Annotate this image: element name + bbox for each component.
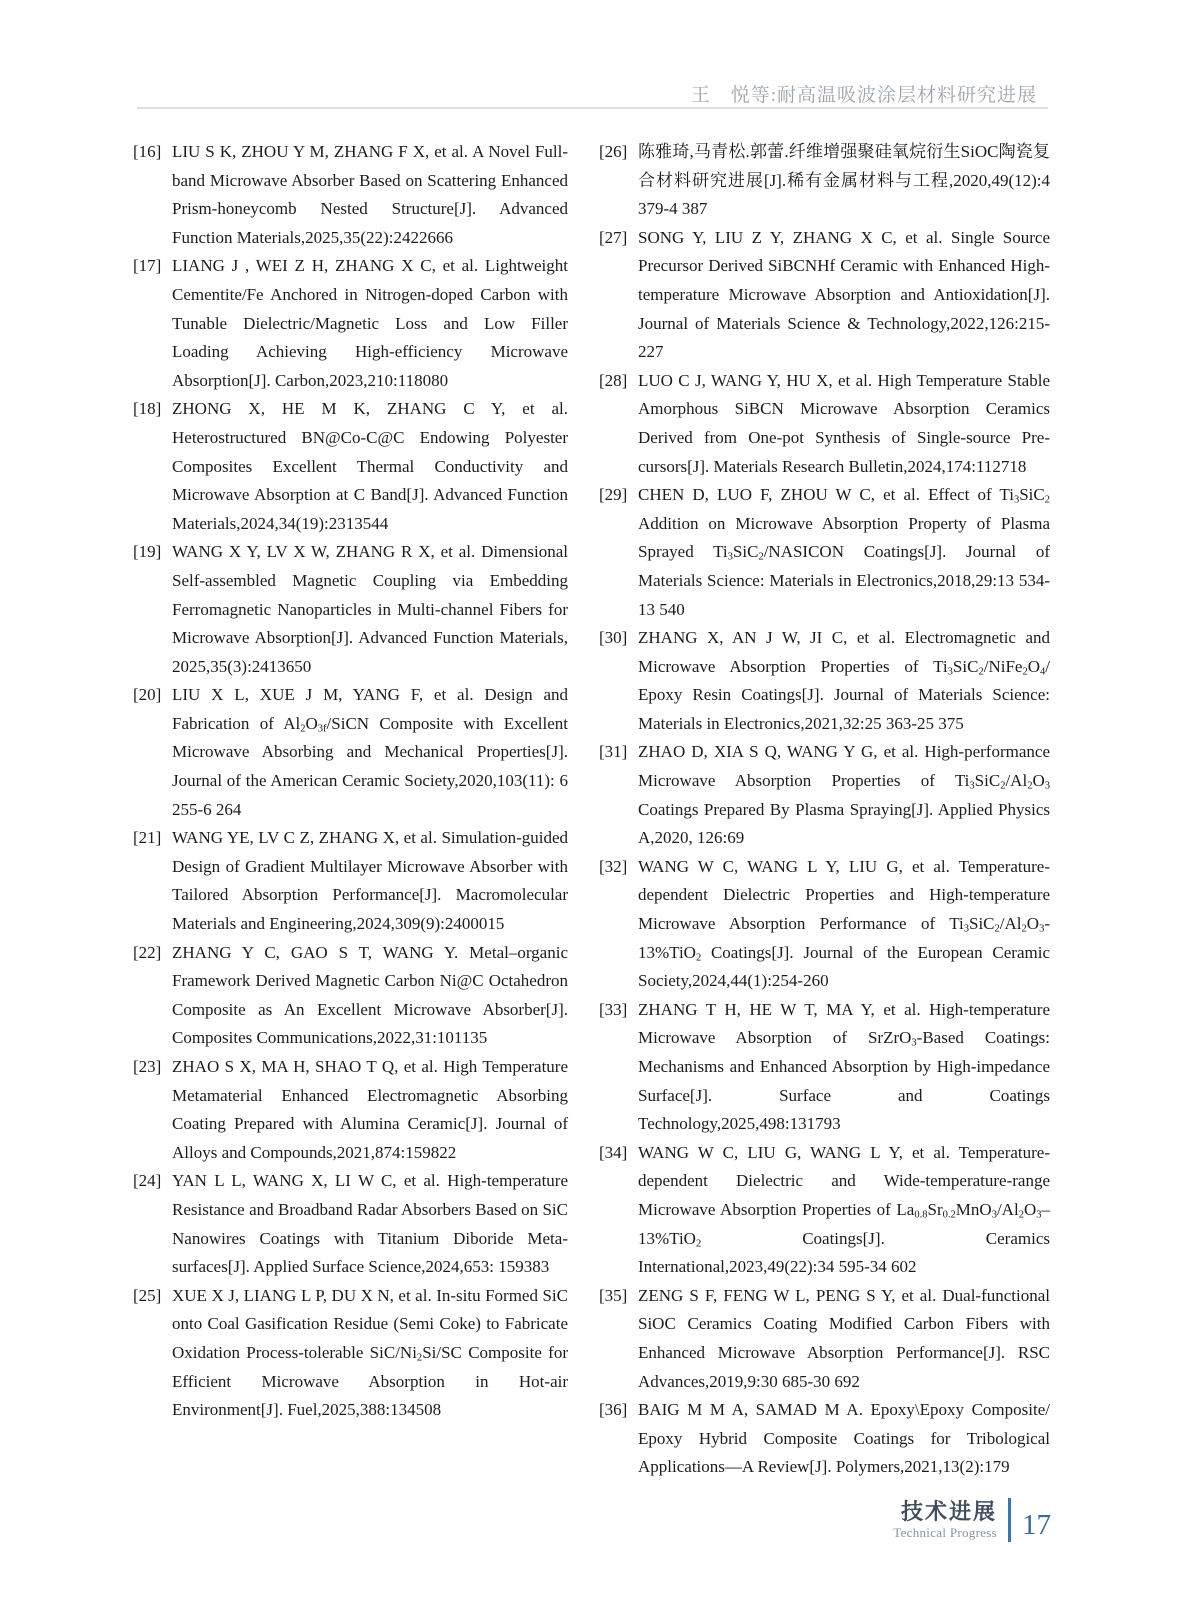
reference-text: WANG YE, LV C Z, ZHANG X, et al. Simulation-guided Design of Gradient Multilayer Microwave Absorber with Tailored Absorption Performance[J]. Macromolecular Materials and Engineering,2024,309(9):2400015 <box>172 828 568 934</box>
reference-number: [22] <box>133 942 162 962</box>
reference-number: [36] <box>599 1400 628 1420</box>
reference-text: LIANG J , WEI Z H, ZHANG X C, et al. Lightweight Cementite/Fe Anchored in Nitrogen-doped Carbon with Tunable Dielectric/Magnetic Loss and Low Filler Loading Achieving High-efficiency Microwave Absorption[J]. Carbon,2023,210:118080 <box>172 256 568 390</box>
reference-text: LIU X L, XUE J M, YANG F, et al. Design and Fabrication of $Al_2O_{3f}$/SiCN Composite with Excellent Microwave Absorbing and Mechanical Properties[J]. Journal of the American Ceramic Society,2020,103(11): 6 255-6 264 <box>172 685 568 819</box>
reference-text: CHEN D, LUO F, ZHOU W C, et al. Effect of $Ti_3SiC_2$ Addition on Microwave Absorption Property of Plasma Sprayed $Ti_3SiC_2$/NASICON Coatings[J]. Journal of Materials Science: Materials in Electronics,2018,29:13 534-13 540 <box>638 485 1050 619</box>
reference-item <box>599 481 1050 624</box>
reference-text: ZENG S F, FENG W L, PENG S Y, et al. Dual-functional SiOC Ceramics Coating Modified Carbon Fibers with Enhanced Microwave Absorption Performance[J]. RSC Advances,2019,9:30 685-30 692 <box>638 1285 1050 1391</box>
reference-number: [17] <box>133 256 162 276</box>
reference-text: WANG X Y, LV X W, ZHANG R X, et al. Dimensional Self-assembled Magnetic Coupling via Embedding Ferromagnetic Nanoparticles in Multi-channel Fibers for Microwave Absorption[J]. Advanced Function Materials, 2025,35(3):2413650 <box>172 542 568 676</box>
reference-text: LIU S K, ZHOU Y M, ZHANG F X, et al. A Novel Full-band Microwave Absorber Based on Scattering Enhanced Prism-honeycomb Nested Structure[J]. Advanced Function Materials,2025,35(22):2422666 <box>172 142 568 247</box>
reference-item <box>133 1167 568 1281</box>
reference-text: SONG Y, LIU Z Y, ZHANG X C, et al. Single Source Precursor Derived SiBCNHf Ceramic with Enhanced High-temperature Microwave Absorption and Antioxidation[J]. Journal of Materials Science & Technology,2022,126:215-227 <box>638 227 1050 362</box>
reference-item <box>599 367 1050 481</box>
reference-number: [28] <box>599 370 628 390</box>
reference-item <box>599 853 1050 996</box>
reference-number: [18] <box>133 399 162 419</box>
reference-item <box>599 224 1050 367</box>
reference-text: 陈雅琦,马青松.郭蕾.纤维增强聚硅氧烷衍生SiOC陶瓷复合材料研究进展[J].稀有金属材料与工程,2020,49(12):4 379-4 387 <box>638 142 1050 219</box>
reference-item <box>133 824 568 938</box>
reference-number: [19] <box>133 542 162 562</box>
reference-item <box>133 681 568 824</box>
reference-item <box>133 939 568 1053</box>
footer-section-label <box>893 1500 997 1540</box>
reference-number: [33] <box>599 999 628 1019</box>
reference-number: [23] <box>133 1057 162 1076</box>
reference-item <box>599 1282 1050 1396</box>
reference-text: ZHANG X, AN J W, JI C, et al. Electromagnetic and Microwave Absorption Properties of $Ti_3SiC_2/NiFe_2O_4/$ Epoxy Resin Coatings[J]. Journal of Materials Science: Materials in Electronics,2021,32:25 363-25 375 <box>638 628 1050 733</box>
reference-number: [24] <box>133 1171 162 1191</box>
reference-text: LUO C J, WANG Y, HU X, et al. High Temperature Stable Amorphous SiBCN Microwave Absorption Ceramics Derived from One-pot Synthesis of Single-source Pre-cursors[J]. Materials Research Bulletin,2024,174:112718 <box>638 370 1050 476</box>
reference-number: [34] <box>599 1142 628 1162</box>
reference-text: XUE X J, LIANG L P, DU X N, et al. In-situ Formed SiC onto Coal Gasification Residue (Semi Coke) to Fabricate Oxidation Process-tolerable SiC/$Ni_2Si/SC$ Composite for Efficient Microwave Absorption in Hot-air Environment[J]. Fuel,2025,388:134508 <box>172 1285 568 1420</box>
reference-item <box>133 1282 568 1425</box>
reference-item <box>133 138 568 252</box>
reference-item <box>599 624 1050 738</box>
page-number: 17 <box>1022 1508 1051 1541</box>
reference-text: ZHAO D, XIA S Q, WANG Y G, et al. High-performance Microwave Absorption Properties of $Ti_3SiC_2/Al_2O_3$ Coatings Prepared By Plasma Spraying[J]. Applied Physics A,2020, 126:69 <box>638 742 1050 848</box>
header-divider-rule <box>137 107 1048 109</box>
reference-item <box>599 996 1050 1139</box>
reference-item <box>599 1139 1050 1282</box>
section-label-en: Technical Progress <box>893 1524 997 1540</box>
running-title: 王 悦等:耐高温吸波涂层材料研究进展 <box>690 85 1037 106</box>
page-footer <box>893 1498 1051 1542</box>
reference-item <box>599 738 1050 852</box>
reference-text: ZHAO S X, MA H, SHAO T Q, et al. High Temperature Metamaterial Enhanced Electromagnetic Absorbing Coating Prepared with Alumina Ceramic[J]. Journal of Alloys and Compounds,2021,874:159822 <box>172 1057 568 1162</box>
reference-item <box>133 395 568 538</box>
reference-text: WANG W C, WANG L Y, LIU G, et al. Temperature-dependent Dielectric Properties and High-temperature Microwave Absorption Performance of $Ti_3SiC_2/Al_2O_3-13\%TiO_2$ Coatings[J]. Journal of the European Ceramic Society,2024,44(1):254-260 <box>638 856 1050 991</box>
reference-item <box>133 252 568 395</box>
reference-number: [32] <box>599 856 628 876</box>
reference-number: [16] <box>133 142 162 161</box>
reference-text: WANG W C, LIU G, WANG L Y, et al. Temperature-dependent Dielectric and Wide-temperature-range Microwave Absorption Properties of $La_{0.8}Sr_{0.2}MnO_3/Al_2O_3-13\%TiO_2$ Coatings[J]. Ceramics International,2023,49(22):34 595-34 602 <box>638 1142 1050 1277</box>
reference-number: [27] <box>599 227 628 247</box>
references-right-column <box>599 138 1050 1482</box>
reference-item <box>599 138 1050 224</box>
reference-number: [29] <box>599 485 628 505</box>
reference-number: [20] <box>133 685 162 705</box>
reference-text: ZHANG Y C, GAO S T, WANG Y. Metal–organic Framework Derived Magnetic Carbon Ni@C Octahedron Composite as An Excellent Microwave Absorber[J]. Composites Communications,2022,31:101135 <box>172 942 568 1048</box>
reference-text: BAIG M M A, SAMAD M A. Epoxy\Epoxy Composite/ Epoxy Hybrid Composite Coatings for Tribological Applications—A Review[J]. Polymers,2021,13(2):179 <box>638 1400 1050 1477</box>
references-left-column <box>133 138 568 1425</box>
reference-number: [25] <box>133 1285 162 1305</box>
section-label-zh: 技术进展 <box>900 1498 997 1524</box>
reference-text: ZHANG T H, HE W T, MA Y, et al. High-temperature Microwave Absorption of SrZrO$_3$-Based Coatings: Mechanisms and Enhanced Absorption by High-impedance Surface[J]. Surface and Coatings Technology,2025,498:131793 <box>638 999 1050 1134</box>
footer-divider-bar <box>1008 1498 1011 1542</box>
reference-number: [26] <box>599 142 628 161</box>
reference-number: [30] <box>599 628 628 648</box>
reference-item <box>599 1396 1050 1482</box>
reference-number: [31] <box>599 742 628 762</box>
reference-item <box>133 1053 568 1167</box>
reference-text: YAN L L, WANG X, LI W C, et al. High-temperature Resistance and Broadband Radar Absorbers Based on SiC Nanowires Coatings with Titanium Diboride Meta-surfaces[J]. Applied Surface Science,2024,653: 159383 <box>172 1171 568 1277</box>
reference-item <box>133 538 568 681</box>
reference-text: ZHONG X, HE M K, ZHANG C Y, et al. Heterostructured BN@Co-C@C Endowing Polyester Composites Excellent Thermal Conductivity and Microwave Absorption at C Band[J]. Advanced Function Materials,2024,34(19):2313544 <box>172 399 568 533</box>
reference-number: [21] <box>133 828 162 848</box>
reference-number: [35] <box>599 1285 628 1305</box>
